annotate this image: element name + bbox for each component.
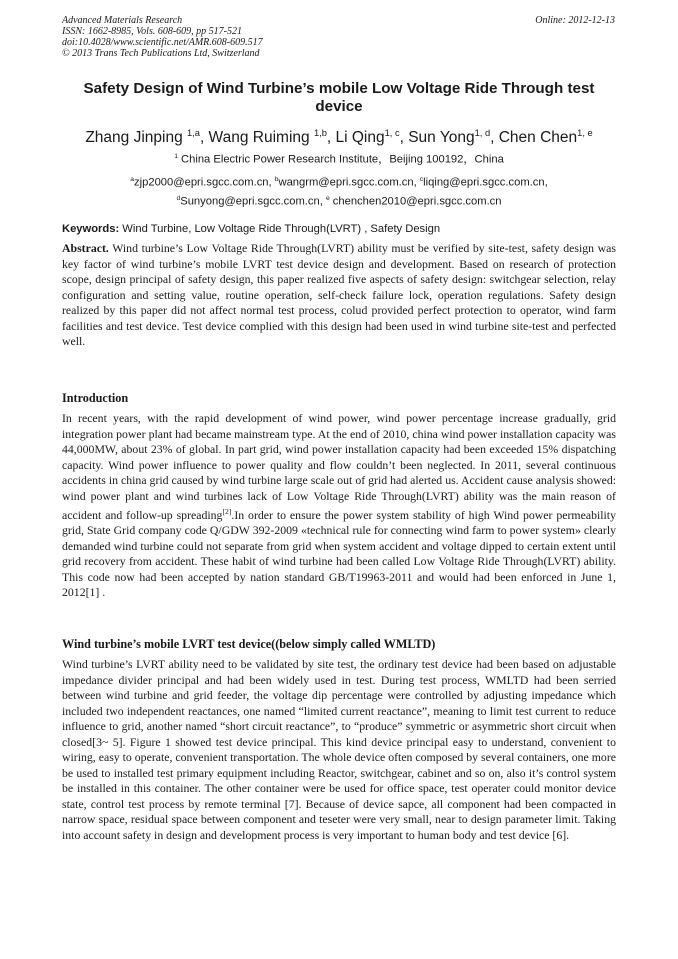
author-affiliation-mark: 1, d [474, 128, 491, 138]
introduction-paragraph [62, 411, 616, 601]
email-mark: a [130, 176, 135, 183]
author-name: Zhang Jinping [85, 129, 187, 147]
author-affiliation-mark: 1,a [187, 128, 200, 138]
email-mark: d [176, 194, 181, 202]
email-a: zjp2000@epri.sgcc.com.cn, [134, 176, 275, 189]
author-emails [62, 172, 616, 209]
journal-header [62, 15, 263, 59]
email-d: Sunyong@epri.sgcc.com.cn, [180, 195, 326, 208]
abstract [62, 241, 616, 350]
doi-line: doi:10.4028/www.scientific.net/AMR.608-609.517 [62, 37, 263, 48]
issn-line: ISSN: 1662-8985, Vols. 608-609, pp 517-521 [62, 26, 242, 37]
section-heading-introduction: Introduction [62, 391, 129, 405]
keywords-text: Wind Turbine, Low Voltage Ride Through(LVRT) , Safety Design [119, 223, 441, 235]
copyright-line: © 2013 Trans Tech Publications Ltd, Switzerland [62, 48, 260, 59]
email-e: chenchen2010@epri.sgcc.com.cn [329, 195, 502, 208]
section-heading-wmltd: Wind turbine’s mobile LVRT test device((below simply called WMLTD) [62, 637, 436, 651]
email-b: wangrm@epri.sgcc.com.cn, [278, 176, 420, 189]
email-c: liqing@epri.sgcc.com.cn, [423, 176, 548, 189]
online-date: Online: 2012-12-13 [535, 15, 615, 26]
author-list [62, 124, 616, 147]
email-mark: e [325, 194, 330, 202]
keywords-label: Keywords: [62, 223, 120, 235]
email-mark: b [274, 176, 279, 183]
author-name: , Sun Yong [399, 129, 475, 147]
abstract-text: Wind turbine’s Low Voltage Ride Through(LVRT) ability must be verified by site-test, safety design was key factor of wind turbine’s mobile LVRT test device design and development. Based on research of protection scope, design principal of safety design, this paper realized five aspects of safety design: switchgear selection, relay configuration and setting value, routine operation, self-check failure lock, operation regulations. Safety design realized by this paper did not affect normal test process, colud provided perfect protection to operator, wind farm facilities and test device. Test device complied with this design had been used in wind turbine site-test and perfected well. [62, 241, 616, 348]
keywords [62, 222, 616, 236]
affiliation [62, 150, 616, 167]
affiliation-text: China Electric Power Research Institute，Beijing 100192，China [177, 153, 504, 166]
author-affiliation-mark: 1,b [313, 128, 327, 138]
email-mark: c [419, 176, 424, 183]
email-line-2 [62, 191, 616, 210]
email-line-1 [62, 172, 616, 191]
abstract-label: Abstract. [62, 241, 109, 255]
author-name: , Wang Ruiming [199, 129, 314, 147]
author-affiliation-mark: 1, e [577, 128, 593, 138]
journal-name: Advanced Materials Research [62, 15, 183, 26]
intro-text-1: In recent years, with the rapid development of wind power, wind power percentage increase gradually, grid integration power plant had became mainstream type. At the end of 2010, china wind power installation capacity was 44,000MW, about 23% of global. In part grid, wind power installation capacity had been exceeded 15% dispatching capacity. Wind power influence to power quality and flow couldn’t been neglected. In 2011, several continuous accidents in china grid caused by wind turbine large scale out of grid had alerted us. Accident cause analysis showed: wind power plant and wind turbines lack of Low Voltage Ride Through(LVRT) ability was the main reason of accident and follow-up spreading [62, 411, 616, 522]
paper-title: Safety Design of Wind Turbine’s mobile Low Voltage Ride Through test device [83, 80, 595, 115]
author-name: , Li Qing [326, 129, 385, 147]
affiliation-mark: 1 [174, 153, 178, 160]
author-affiliation-mark: 1, c [384, 128, 400, 138]
wmltd-paragraph: Wind turbine’s LVRT ability need to be validated by site test, the ordinary test device had been based on adjustable impedance divider principal and had been widely used in test. During test process, WMLTD had been serried between wind turbine and grid feeder, the voltage dip percentage were controlled by adjusting impedance which included two independent reactances, one named “limited current reactance”, meaning to limit test current to reduce influence to grid, another named “short circuit reactance”, to “produce” symmetric or asymmetric short circuit when closed[3~ 5]. Figure 1 showed test device principal. This kind device principal easy to understand, convenient to wiring, easy to operate, convenient transportation. The whole device often composed by several containers, one more be used to installed test primary equipment including Reactor, switchgear, cabinet and so on, also it’s control system be installed in this container. The other container were be used for office space, test operater could monitor device state, control test process by remote terminal [7]. Because of device sapce, all component had been compacted in narrow space, residual space between component and teseter were very small, near to design parameter limit. Taking into account safety in design and development process is very important to human body and test device [6]. [62, 657, 616, 842]
intro-text-3: . [99, 585, 106, 600]
citation-ref: [2] [222, 507, 232, 516]
intro-text-2: .In order to ensure the power system stability of high Wind power permeability grid, State Grid company code Q/GDW 392-2009 «technical rule for connecting wind farm to power system» clearly demanded wind turbine could not separate from grid when system accident and voltage dipped to certain extent until grid recovery from accident. These habit of wind turbine had been called Low Voltage Ride Through(LVRT) ability. This code now had been accepted by nation standard GB/T19963-2011 and would had been enforced in June 1, 2012[1] [62, 507, 616, 600]
author-name: , Chen Chen [490, 129, 578, 147]
